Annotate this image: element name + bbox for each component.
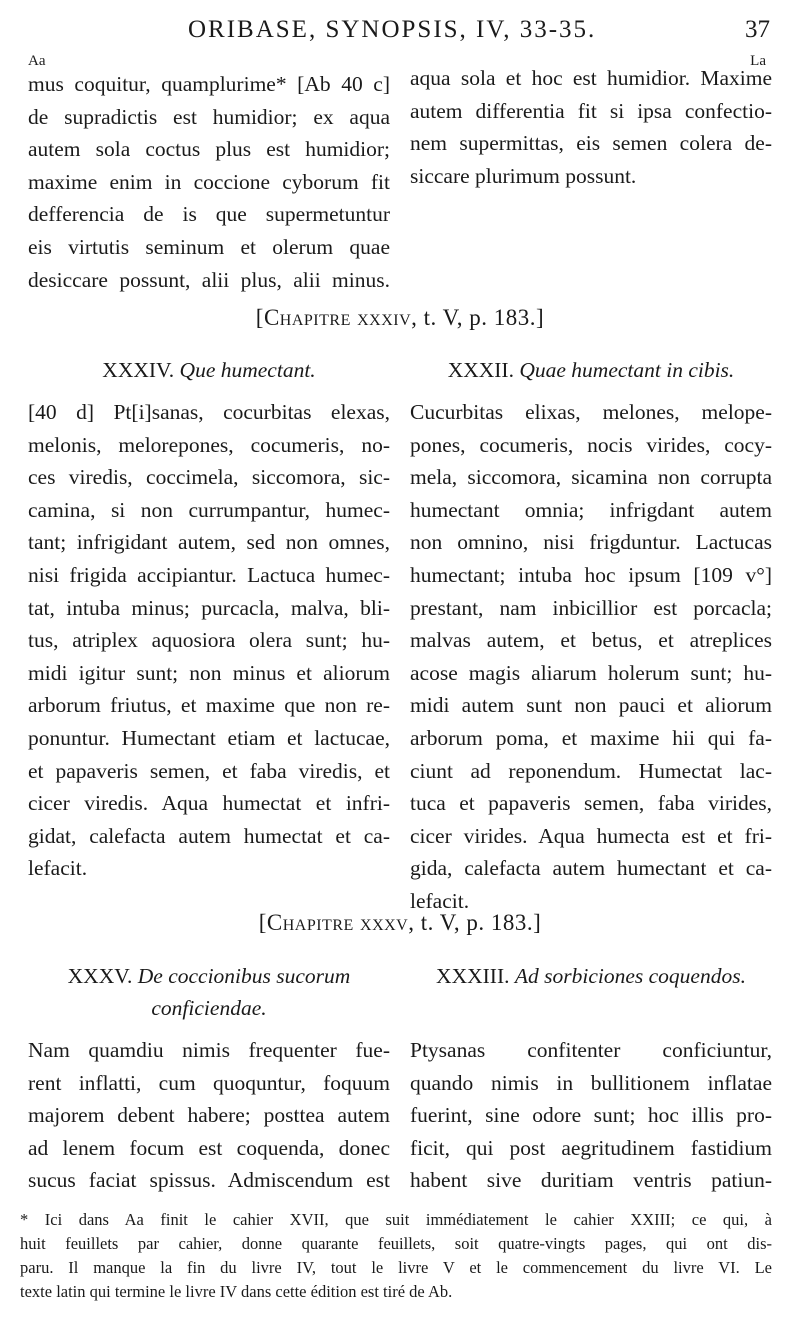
text-line: et papaveris semen, et faba viredis, et: [28, 758, 390, 783]
text-line: defferencia de is que supermetuntur: [28, 202, 390, 227]
text-line: eis virtutis seminum et olerum quae: [28, 234, 390, 259]
text-line: Nam quamdiu nimis frequenter fue-: [28, 1038, 390, 1062]
footnote-line: texte latin qui termine le livre IV dans cette édition est tiré de Ab.: [20, 1282, 453, 1301]
text-line: tus, atriplex aquosiora olera sunt; hu-: [28, 628, 390, 653]
section-34-right-column: [410, 396, 772, 918]
text-line: desiccare possunt, alii plus, alii minus.: [28, 267, 390, 292]
section-title: Que humectant.: [179, 358, 316, 382]
text-line: arborum friutus, et maxime que non re-: [28, 693, 390, 718]
section-title-continued: conficiendae.: [151, 996, 267, 1020]
text-line: midi igitur sunt; non minus et aliorum: [28, 660, 390, 685]
text-line: lefacit.: [410, 888, 470, 913]
text-line: rent inflatti, cum quoquntur, foquum: [28, 1070, 390, 1095]
text-line: pones, cocumeris, nocis virides, cocy-: [410, 432, 772, 457]
footnote-line: * Ici dans Aa finit le cahier XVII, que suit immédiatement le cahier XXIII; ce qui, à: [20, 1210, 772, 1229]
section-number: XXXIII.: [436, 964, 510, 988]
text-line: sucus faciat spissus. Admiscendum est: [28, 1168, 390, 1193]
section-number: XXXII.: [447, 358, 514, 382]
text-line: ces viredis, coccimela, siccomora, sic-: [28, 465, 390, 490]
text-line: maxime enim in coccione cyborum fit: [28, 169, 390, 194]
text-line: non omnino, nisi frigduntur. Lactucas: [410, 530, 772, 555]
text-line: Cucurbitas elixas, melones, melope-: [410, 400, 772, 424]
text-line: tant; infrigidant autem, sed non omnes,: [28, 530, 390, 555]
text-line: ficit, qui post aegritudinem fastidium: [410, 1135, 772, 1160]
text-line: siccare plurimum possunt.: [410, 163, 637, 188]
text-line: ad lenem focum est coquenda, donec: [28, 1135, 390, 1160]
footnote: [20, 1208, 772, 1304]
text-line: de supradictis est humidior; ex aqua: [28, 104, 390, 129]
text-line: autem differentia fit si ipsa confectio-: [410, 98, 772, 123]
text-line: midi autem sunt non pauci et aliorum: [410, 693, 772, 718]
text-line: prestant, nam inbicillior est porcacla;: [410, 595, 772, 620]
chapter-heading-34: [Chapitre xxxiv, t. V, p. 183.]: [255, 305, 545, 330]
text-line: melonis, melorepones, cocumeris, no-: [28, 432, 390, 457]
text-line: malvas autem, et betus, et atreplices: [410, 628, 772, 653]
text-line: lefacit.: [28, 856, 88, 881]
section-heading-right-35: [410, 960, 772, 992]
text-line: gida, calefacta autem humectant et ca-: [410, 856, 772, 881]
top-left-column: [28, 68, 390, 296]
footnote-line: paru. Il manque la fin du livre IV, tout le livre V et le commencement du livre VI. Le: [20, 1258, 772, 1277]
text-line: ciunt ad reponendum. Humectat lac-: [410, 758, 772, 783]
chapter-label: Chapitre xxxv: [266, 910, 409, 935]
text-line: mus coquitur, quamplurime* [Ab 40 c]: [28, 72, 390, 96]
text-line: humectant omnia; infrigdant autem: [410, 497, 772, 522]
text-line: ponuntur. Humectant etiam et lactucae,: [28, 725, 390, 750]
text-line: tat, intuba minus; purcacla, malva, bli-: [28, 595, 390, 620]
text-line: habent sive duritiam ventris patiun-: [410, 1168, 772, 1193]
text-line: humectant; intuba hoc ipsum [109 v°]: [410, 562, 772, 587]
section-title: De coccionibus sucorum: [137, 964, 351, 988]
text-line: tuca et papaveris semen, faba virides,: [410, 791, 772, 816]
section-title: Quae humectant in cibis.: [519, 358, 735, 382]
section-35-left-column: [28, 1034, 390, 1197]
page-number: 37: [745, 16, 770, 43]
running-head-title: ORIBASE, SYNOPSIS, IV, 33-35.: [188, 16, 597, 43]
text-line: majorem debent habere; posttea autem: [28, 1103, 390, 1128]
siglum-left: Aa: [28, 53, 46, 69]
running-head: [0, 16, 800, 50]
text-line: fuerint, sine odore sunt; hoc illis pro-: [410, 1103, 772, 1128]
text-line: aqua sola et hoc est humidior. Maxime: [410, 66, 772, 90]
section-34-left-column: [28, 396, 390, 885]
text-line: nem supermittas, eis semen colera de-: [410, 131, 772, 156]
text-line: arborum poma, et maxime hii qui fa-: [410, 725, 772, 750]
section-number: XXXV.: [67, 964, 133, 988]
text-line: acose magis aliarum holerum sunt; hu-: [410, 660, 772, 685]
text-line: Ptysanas confitenter conficiuntur,: [410, 1038, 772, 1062]
section-heading-right-34: [410, 354, 772, 386]
chapter-label: Chapitre xxxiv: [263, 305, 412, 330]
text-line: autem sola coctus plus est humidior;: [28, 137, 390, 162]
text-line: camina, si non currumpantur, humec-: [28, 497, 390, 522]
text-line: [40 d] Pt[i]sanas, cocurbitas elexas,: [28, 400, 390, 424]
chapter-reference: , t. V, p. 183.: [411, 305, 537, 330]
section-35-right-column: [410, 1034, 772, 1197]
top-right-column: [410, 62, 772, 192]
chapter-reference: , t. V, p. 183.: [408, 910, 534, 935]
section-heading-left-34: [28, 354, 390, 386]
text-line: mela, siccomora, sicamina non corrupta: [410, 465, 772, 490]
text-line: cicer virides. Aqua humecta est et fri-: [410, 823, 772, 848]
text-line: nisi frigida accipiantur. Lactuca humec-: [28, 562, 390, 587]
text-line: cicer viredis. Aqua humectat et infri-: [28, 791, 390, 816]
section-number: XXXIV.: [102, 358, 175, 382]
section-title: Ad sorbiciones coquendos.: [514, 964, 746, 988]
footnote-line: huit feuillets par cahier, donne quarante feuillets, soit quatre-vingts pages, qui ont dis-: [20, 1234, 772, 1253]
siglum-right: La: [750, 53, 766, 69]
text-line: quando nimis in bullitionem inflatae: [410, 1070, 772, 1095]
text-line: gidat, calefacta autem humectat et ca-: [28, 823, 390, 848]
section-heading-left-35: [28, 960, 390, 1024]
chapter-heading-35: [Chapitre xxxv, t. V, p. 183.]: [258, 910, 542, 935]
